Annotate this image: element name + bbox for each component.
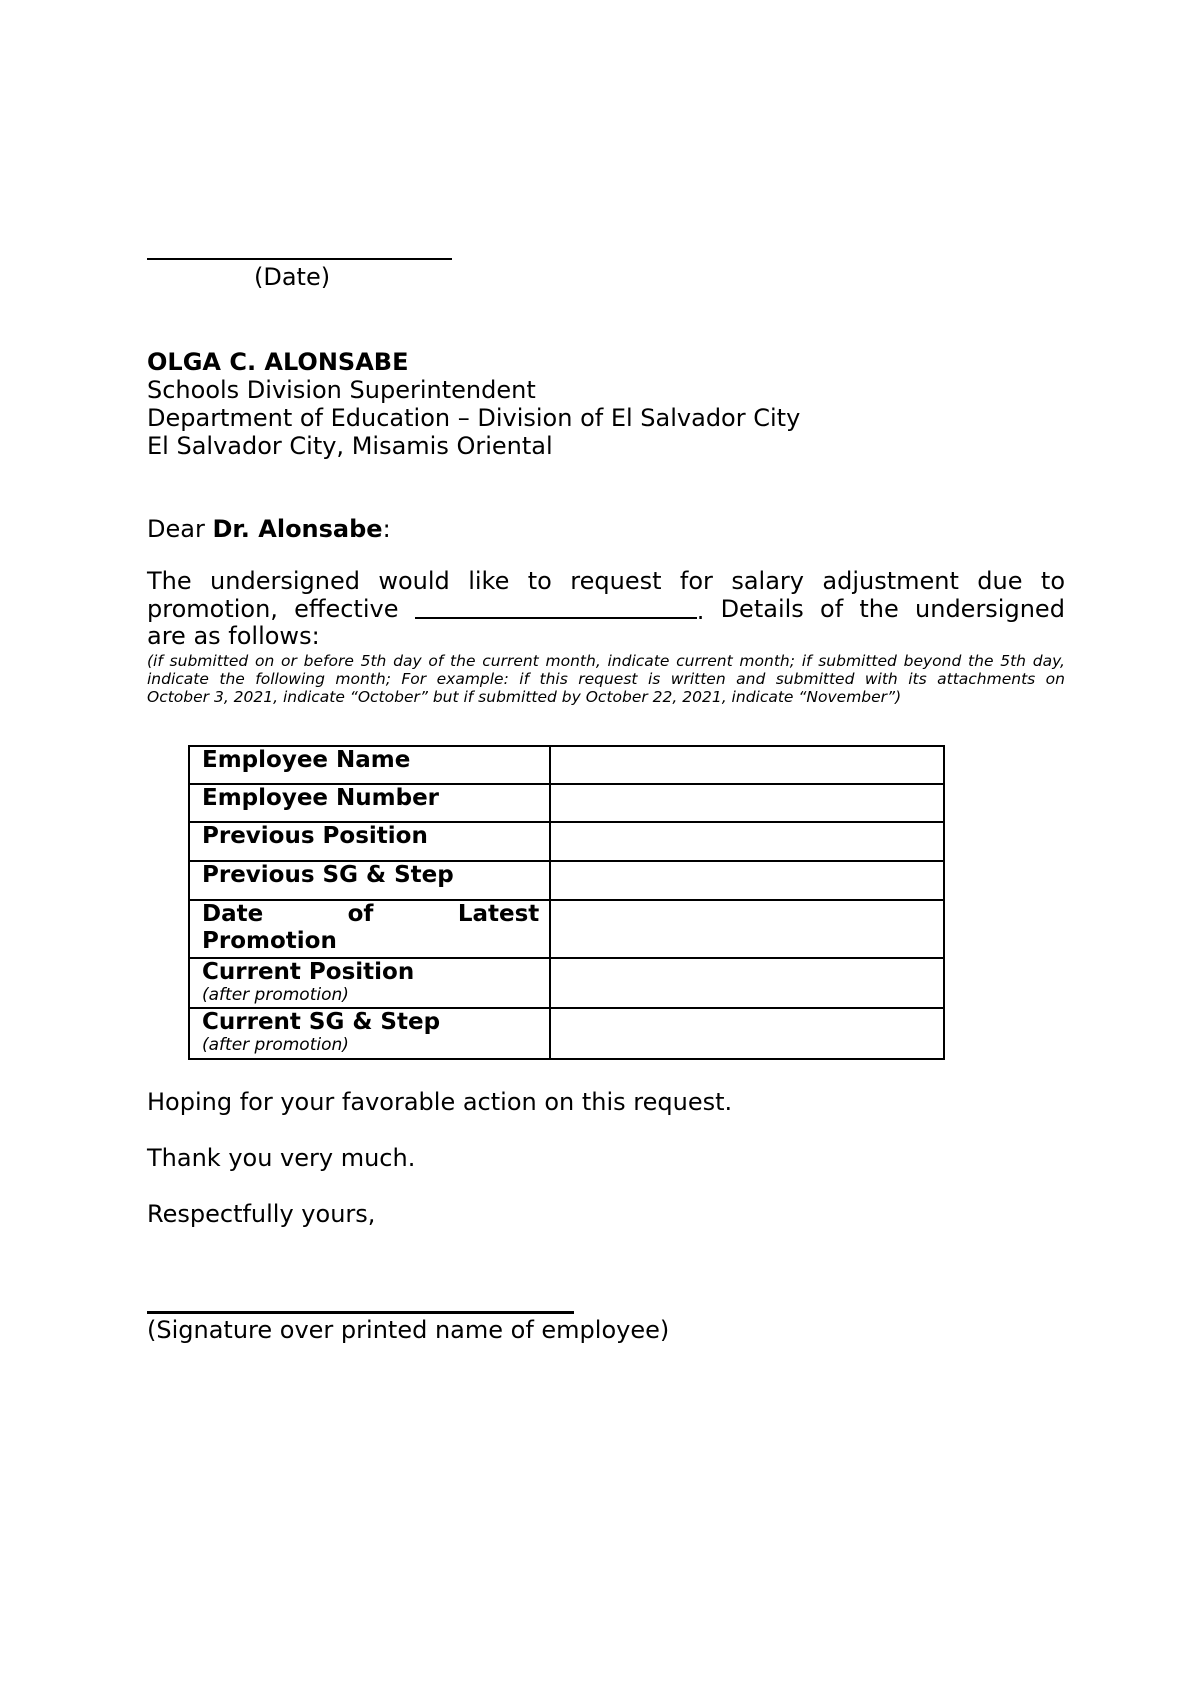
table-row [189,746,944,784]
current-position-value[interactable] [550,958,944,1008]
closing-hope: Hoping for your favorable action on this request. [147,1088,733,1116]
body-line-1 [147,567,1065,595]
body-word: the [859,595,899,623]
signature-line[interactable] [147,1311,574,1314]
body-word: request [570,567,662,595]
row-label: Previous Position [189,822,550,861]
body-word: for [679,567,713,595]
recipient-title: Schools Division Superintendent [147,376,536,404]
row-label-text: Current SG & Step [202,1009,441,1035]
closing-thanks: Thank you very much. [147,1144,416,1172]
employee-name-value[interactable] [550,746,944,784]
salutation-prefix: Dear [147,515,213,543]
row-label-sub: (after promotion) [202,1035,349,1055]
instruction-note-line-2: indicate the following month; For example: if this request is written and submitted with its attachments on [147,670,1065,688]
body-word: to [527,567,552,595]
body-word: undersigned [915,595,1065,623]
body-period: . [696,597,705,625]
row-label-line-2: Promotion [202,928,337,954]
previous-position-value[interactable] [550,822,944,861]
body-word: promotion, [147,595,278,623]
salutation-name: Dr. Alonsabe [212,515,383,543]
body-word: adjustment [822,567,959,595]
closing-regards: Respectfully yours, [147,1200,376,1228]
body-word: would [378,567,450,595]
row-label [189,958,550,1008]
body-line-3: are as follows: [147,622,320,650]
employee-details-table [188,745,945,1060]
body-word: The [147,567,192,595]
body-word: of [820,595,844,623]
row-label [189,1008,550,1059]
latest-promotion-date-value[interactable] [550,900,944,958]
salutation [147,515,391,543]
recipient-name: OLGA C. ALONSABE [147,348,409,376]
current-sg-step-value[interactable] [550,1008,944,1059]
signature-label: (Signature over printed name of employee) [147,1316,670,1344]
instruction-note-line-1: (if submitted on or before 5th day of the current month, indicate current month; if submitted beyond the 5th day, [147,652,1065,670]
table-row [189,1008,944,1059]
row-label [189,900,550,958]
table-row [189,958,944,1008]
body-word: to [1040,567,1065,595]
row-label-word: of [347,901,374,927]
row-label: Employee Number [189,784,550,822]
table-row [189,900,944,958]
body-word: due [977,567,1023,595]
row-label-text: Current Position [202,959,415,985]
row-label-line [202,901,539,928]
salutation-suffix: : [382,515,391,543]
table-row [189,861,944,900]
body-word: effective [294,595,399,623]
body-line-2 [147,595,1065,625]
row-label: Previous SG & Step [189,861,550,900]
employee-number-value[interactable] [550,784,944,822]
effective-date-field[interactable] [415,595,705,625]
body-word: undersigned [210,567,360,595]
table-row [189,822,944,861]
date-label: (Date) [254,263,331,291]
previous-sg-step-value[interactable] [550,861,944,900]
recipient-address: El Salvador City, Misamis Oriental [147,432,553,460]
body-word: like [468,567,510,595]
instruction-note-line-3: October 3, 2021, indicate “October” but if submitted by October 22, 2021, indicate “November”) [147,688,902,706]
effective-date-blank[interactable] [415,595,697,619]
body-word: Details [720,595,804,623]
recipient-office: Department of Education – Division of El Salvador City [147,404,801,432]
row-label: Employee Name [189,746,550,784]
body-word: salary [731,567,804,595]
date-line[interactable] [147,258,452,260]
row-label-word: Latest [457,901,540,927]
row-label-word: Date [202,901,264,927]
row-label-sub: (after promotion) [202,985,349,1005]
table-row [189,784,944,822]
